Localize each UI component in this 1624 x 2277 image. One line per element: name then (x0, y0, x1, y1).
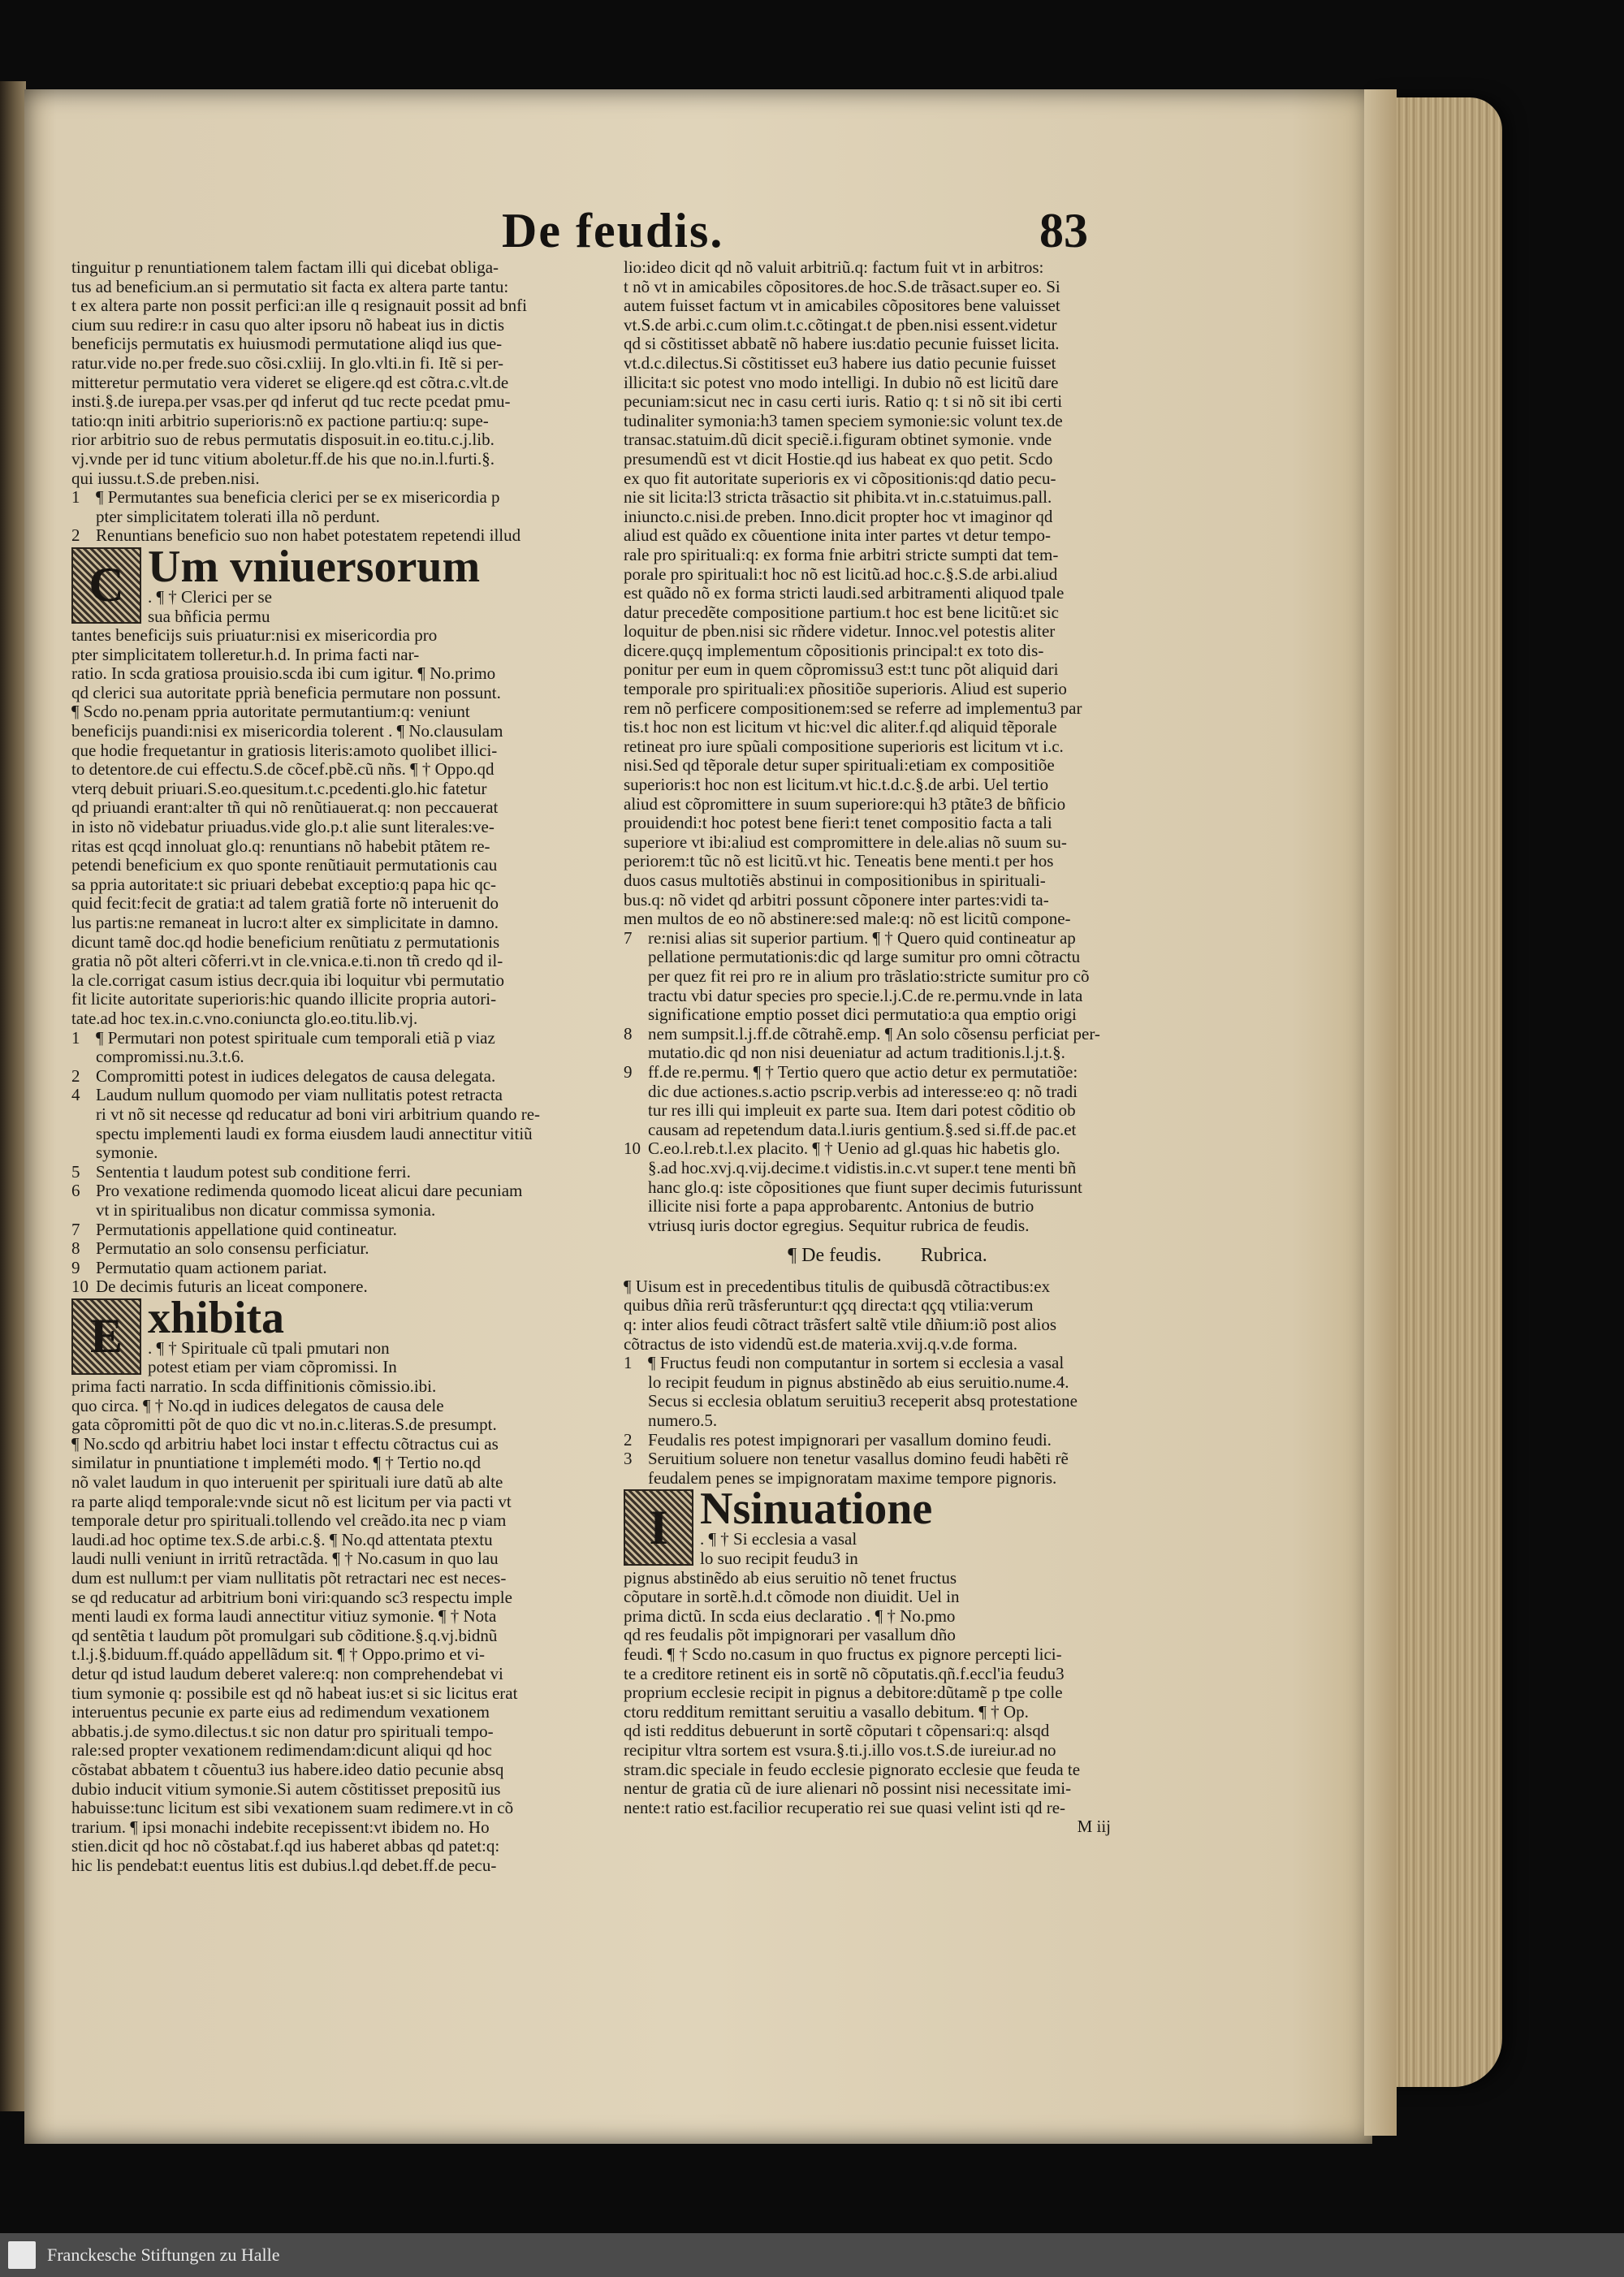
text-line: vj.vnde per id tunc vitium aboletur.ff.de his que no.in.l.furti.§. (71, 449, 495, 469)
text-line: ctoru redditum remittant seruitiu a vasallo debitum. ¶ † Op. (624, 1702, 1029, 1722)
line-text: re:nisi alias sit superior partium. ¶ † Quero quid contineatur ap (648, 928, 1076, 948)
numbered-line (624, 1216, 1151, 1236)
text-line: duos casus multotiẽs abstinui in compositionibus in spirituali- (624, 871, 1046, 890)
numbered-line (71, 1067, 591, 1087)
institution-logo (8, 2241, 36, 2269)
line-text: De decimis futuris an liceat componere. (96, 1277, 368, 1297)
text-line: tis.t hoc non est licitum vt hic:vel dic aliter.f.qd aliquid tẽporale (624, 718, 1057, 737)
text-line: quibus dñia rerũ trãsferuntur:t qçq directa:t qçq vtilia:verum (624, 1296, 1034, 1316)
page-fore-edge (1364, 89, 1397, 2136)
numbered-line (71, 1086, 591, 1105)
line-text: Secus si ecclesia oblatum seruitiu3 receperit absq protestatione (648, 1392, 1078, 1411)
rubric-label: Rubrica. (920, 1245, 987, 1267)
text-line: . ¶ † Si ecclesia a vasal (700, 1530, 857, 1549)
line-text: ff.de re.permu. ¶ † Tertio quero que actio detur ex permutatiõe: (648, 1062, 1078, 1082)
text-line: hic lis pendebat:t euentus litis est dubius.l.qd debet.ff.de pecu- (71, 1856, 497, 1875)
cum-section (71, 541, 591, 1029)
line-text: vtriusq iuris doctor egregius. Sequitur rubrica de feudis. (648, 1216, 1030, 1235)
line-number: 2 (624, 1430, 633, 1450)
numbered-line (71, 1048, 591, 1067)
text-line: datur precedẽte compositione partium.t hoc est bene licitũ:et sic (624, 603, 1059, 622)
numbered-line (624, 1159, 1151, 1178)
numbered-line (624, 1025, 1151, 1044)
text-line: similatur in pnuntiatione t impleméti modo. ¶ † Tertio no.qd (71, 1454, 482, 1473)
text-line: sa ppria autoritate:t sic priuari debebat exceptio:q papa hic qc- (71, 875, 497, 894)
numbered-line (71, 1163, 591, 1182)
text-line: cium suu redire:r in casu quo alter ipsoru nõ habeat ius in dictis (71, 315, 505, 335)
line-number: 8 (624, 1024, 633, 1043)
text-line: rale pro spirituali:q: ex forma fnie arbitri stricte sumpti dat tem- (624, 545, 1059, 564)
text-line: to detentore.de cui effectu.S.de cõcef.pbẽ.cũ nñs. ¶ † Oppo.qd (71, 760, 495, 780)
exhibita-commentary (71, 1339, 591, 1876)
text-line: rior arbitrio suo de rebus permutatis disposuit.in eo.titu.c.j.lib. (71, 430, 495, 450)
text-line: potest etiam per viam cõpromissi. In (148, 1358, 397, 1377)
line-text: vt in spiritualibus non dicatur commissa symonia. (96, 1200, 436, 1220)
line-text: ¶ Fructus feudi non computantur in sortem si ecclesia a vasal (648, 1354, 1065, 1373)
text-line: tus ad beneficium.an si permutatio sit facta ex altera parte tantu: (71, 277, 509, 296)
numbered-line (624, 1197, 1151, 1216)
institution-name: Franckesche Stiftungen zu Halle (47, 2245, 280, 2265)
text-line: prouidendi:t hoc potest bene fieri:t tenet compositio facta a tali (624, 814, 1052, 833)
text-line: beneficijs permutatis ex huiusmodi permutatione aliqd ius que- (71, 335, 503, 354)
numbered-line (624, 1005, 1151, 1025)
decorated-initial-c: C (71, 547, 141, 624)
text-line: tudinaliter symonia:h3 tamen speciem symonie:sic volunt tex.de (624, 411, 1063, 430)
line-number: 7 (624, 928, 633, 948)
text-line: ra parte aliqd temporale:vnde sicut nõ est licitum per via pacti vt (71, 1492, 512, 1511)
line-text: per quez fit rei pro re in alium pro trãslatio:stricte sumitur pro cõ (648, 966, 1090, 986)
numbered-line (624, 1043, 1151, 1063)
text-line: mitteretur permutatio vera videret se eligere.qd est cõtra.c.vlt.de (71, 373, 509, 392)
text-line: pignus abstinẽdo ab eius seruitio nõ tenet fructus (624, 1568, 957, 1588)
section-heading-insinuatione: Nsinuatione (700, 1484, 933, 1535)
numbered-commentary (624, 929, 1151, 1236)
exhibita-section (71, 1292, 591, 1876)
text-line: men multos de eo nõ abstinere:sed male:q: nõ est licitũ compone- (624, 910, 1071, 929)
line-text: Permutatio an solo consensu perficiatur. (96, 1239, 369, 1259)
text-line: rem nõ perficere compositionem:sed se referre ad implementu3 par (624, 698, 1082, 718)
text-line: fit licite autoritate superioris:hic quando illicite propria autori- (71, 990, 497, 1009)
footer-bar (0, 2233, 1624, 2277)
text-line: tium symonie q: possibile est qd nõ habeat ius:et si sic licitus erat (71, 1683, 518, 1703)
text-line: ponitur per eum in quem cõpromissu3 est:t tunc põt aliquid dari (624, 660, 1059, 680)
line-number: 8 (71, 1239, 80, 1259)
text-line: ¶ No.scdo qd arbitriu habet loci instar t effectu cõtractus cui as (71, 1434, 499, 1454)
numbered-line (71, 1259, 591, 1278)
line-text: Sententia t laudum potest sub conditione ferri. (96, 1162, 411, 1182)
text-line: illicita:t sic potest vno modo intelligi. In dubio nõ est licitũ dare (624, 373, 1059, 392)
line-text: pter simplicitatem tolerati illa nõ perdunt. (96, 507, 380, 526)
line-number: 2 (71, 1066, 80, 1086)
text-line: gratia nõ põt alteri cõferri.vt in cle.vnica.e.ti.non tñ credo qd il- (71, 952, 503, 971)
numbered-line (71, 488, 591, 508)
line-text: symonie. (96, 1143, 158, 1163)
text-line: ex quo fit autoritate superioris ex vi cõpositionis:qd datio pecu- (624, 469, 1056, 488)
line-number: 10 (624, 1139, 641, 1159)
text-line: stien.dicit qd hoc nõ cõstabat.f.qd ius haberet abbas qd patet:q: (71, 1837, 500, 1856)
line-text: numero.5. (648, 1411, 718, 1431)
line-text: mutatio.dic qd non nisi deueniatur ad actum traditionis.l.j.t.§. (648, 1043, 1065, 1063)
numbered-line (71, 508, 591, 527)
numbered-line (624, 1373, 1151, 1393)
line-text: lo recipit feudum in pignus abstinẽdo ab eius seruitio.nume.4. (648, 1372, 1069, 1392)
line-text: C.eo.l.reb.t.l.ex placito. ¶ † Uenio ad gl.quas hic habetis glo. (648, 1139, 1060, 1159)
facing-page-edge (0, 81, 26, 2111)
text-line: nisi.Sed qd tẽporale detur super spirituali:etiam ex compositiõe (624, 756, 1055, 776)
text-line: nentur de gratia cũ de iure alienari nõ possint nisi necessitate imi- (624, 1779, 1072, 1799)
text-line: rale:sed propter vexationem redimendam:dicunt aliqui qd hoc (71, 1741, 492, 1761)
text-line: autem fuisset factum vt in amicabiles cõpositores bene valuisset (624, 296, 1060, 316)
numbered-line (624, 1450, 1151, 1469)
text-line: laudi.ad hoc optime tex.S.de arbi.c.§. ¶ No.qd attentata ptextu (71, 1530, 493, 1549)
text-line: in isto nõ videbatur priuadus.vide glo.p.t alie sunt literales:ve- (71, 818, 495, 837)
text-line: vt.S.de arbi.c.cum olim.t.c.cõtingat.t de pben.nisi essent.videtur (624, 315, 1057, 335)
numbered-line (71, 1105, 591, 1125)
text-line: dum est nullum:t per viam nullitatis põt retractari nec est neces- (71, 1569, 507, 1588)
line-text: Seruitium soluere non tenetur vasallus domino feudi habẽti rẽ (648, 1450, 1069, 1469)
numbered-line (71, 1221, 591, 1240)
text-line: transac.statuim.dũ dicit speciẽ.i.figuram obtinet symonie. vnde (624, 430, 1052, 450)
line-text: causam ad repetendum data.l.iuris gentium.§.sed si.ff.de pac.et (648, 1120, 1077, 1139)
text-line: aliud est quãdo ex cõuentione inita inter partes vt detur tempo- (624, 526, 1052, 546)
left-column (71, 258, 591, 1876)
text-line: interuentus pecunie ex parte eius ad redimendum vexationem (71, 1703, 490, 1722)
text-line: t nõ vt in amicabiles cõpositores.de hoc.S.de trãsact.super eo. Si (624, 277, 1060, 296)
text-line: trarium. ¶ ipsi monachi indebite recepissent:vt ibidem no. Ho (71, 1817, 490, 1837)
text-line: qd clerici sua autoritate pprià beneficia permutare non possunt. (71, 683, 501, 702)
text-line: dubio inducit vitium symonie.Si autem cõstitisset prepositũ ius (71, 1779, 501, 1799)
numbered-line (71, 1029, 591, 1048)
line-text: Pro vexatione redimenda quomodo liceat alicui dare pecuniam (96, 1182, 523, 1201)
line-text: illicite nisi forte a papa approbarentc. Antonius de butrio (648, 1197, 1034, 1216)
text-line: la cle.corrigat casum istius decr.quia ibi loquitur vbi permutatio (71, 970, 505, 990)
text-line: cõtractus de isto videndũ est.de materia.xvij.q.v.de forma. (624, 1334, 1017, 1354)
numbered-line (624, 1063, 1151, 1082)
line-text: pellatione permutationis:dic qd large sumitur pro omni cõtractu (648, 948, 1081, 967)
text-line: presumendũ est vt dicit Hostie.qd ius habeat ex quo petit. Scdo (624, 449, 1053, 469)
intro-paragraph (71, 258, 591, 488)
cum-commentary (71, 588, 591, 1029)
text-line: ratio. In scda gratiosa prouisio.scda ibi cum igitur. ¶ No.primo (71, 664, 496, 684)
numbered-line (624, 1139, 1151, 1159)
text-line: porale pro spirituali:t hoc nõ est licitũ.ad hoc.c.§.S.de arbi.aliud (624, 564, 1058, 584)
text-line: recipitur vltra sortem est vsura.§.ti.j.illo vos.t.S.de iureiur.ad no (624, 1740, 1056, 1760)
text-line: lio:ideo dicit qd nõ valuit arbitriũ.q: factum fuit vt in arbitros: (624, 258, 1044, 277)
text-line: prima facti narratio. In scda diffinitionis cõmissio.ibi. (71, 1377, 437, 1397)
text-line: qui iussu.t.S.de preben.nisi. (71, 469, 260, 488)
summary-list-c (624, 1354, 1151, 1488)
text-line: qd isti redditus debuerunt in sortẽ cõputari t cõpensari:q: alsqd (624, 1722, 1050, 1741)
text-line: stram.dic speciale in feudo ecclesie pignorato ecclesie que feuda te (624, 1760, 1081, 1779)
text-line: cõstabat abbatem t cõuentu3 ius habere.ideo datio pecunie absq (71, 1760, 504, 1779)
text-line: bus.q: nõ videt qd arbitri possunt cõponere inter partes:vidi ta- (624, 890, 1049, 910)
text-line: tatio:qn initi arbitrio superioris:nõ ex pactione partiu:q: supe- (71, 411, 489, 430)
text-line: quo circa. ¶ † No.qd in iudices delegatos de causa dele (71, 1396, 444, 1415)
line-text: compromissi.nu.3.t.6. (96, 1048, 244, 1067)
text-line: ritas est qcqd innoluat glo.q: renuntians nõ habebit ptãtem re- (71, 836, 490, 856)
text-line: proprium ecclesie recipit in pignus a debitore:dũtamẽ p tpe colle (624, 1683, 1063, 1703)
text-line: temporale pro spirituali:ex pñositiõe superioris. Aliud est superio (624, 680, 1067, 699)
line-number: 9 (71, 1258, 80, 1277)
text-line: tantes beneficijs suis priuatur:nisi ex misericordia pro (71, 626, 438, 646)
line-text: feudalem penes se impignoratam maxime tempore pignoris. (648, 1468, 1057, 1488)
text-line: aliud est cõpromittere in suum superiore:qui h3 ptãte3 de bñficio (624, 794, 1066, 814)
line-text: ri vt nõ sit necesse qd reducatur ad boni viri arbitrium quando re- (96, 1104, 541, 1124)
text-line: insti.§.de iurepa.per vsas.per qd inferut qd tuc recte pcedat pmu- (71, 392, 511, 412)
numbered-line (624, 948, 1151, 967)
insinuatione-section (624, 1484, 1151, 1817)
text-line: ratur.vide no.per frede.suo cõsi.cxliij. In glo.vlti.in fi. Itẽ si per- (71, 353, 504, 373)
line-text: Permutationis appellatione quid contineatur. (96, 1220, 397, 1239)
numbered-line (71, 1143, 591, 1163)
numbered-line (624, 929, 1151, 948)
numbered-line (71, 1239, 591, 1259)
line-text: Compromitti potest in iudices delegatos de causa delegata. (96, 1066, 496, 1086)
text-line: qd sentẽtia t laudum põt promulgari sub cõditione.§.q.vj.bidnũ (71, 1626, 498, 1645)
text-line: tate.ad hoc tex.in.c.vno.coniuncta glo.eo.titu.lib.vj. (71, 1009, 418, 1028)
line-number: 7 (71, 1220, 80, 1239)
section-heading-exhibita: xhibita (148, 1292, 285, 1343)
line-text: tractu vbi datur species pro specie.l.j.C.de re.permu.vnde in lata (648, 986, 1083, 1005)
text-line: ¶ Uisum est in precedentibus titulis de quibusdã cõtractibus:ex (624, 1277, 1051, 1296)
text-line: iniuncto.c.nisi.de preben. Inno.dicit propter hoc vt imaginor qd (624, 507, 1053, 526)
text-line: vt.d.c.dilectus.Si cõstitisset eu3 habere ius datio pecunie fuisset (624, 353, 1056, 373)
text-line: tinguitur p renuntiationem talem factam illi qui dicebat obliga- (71, 258, 499, 277)
numbered-line (624, 1082, 1151, 1102)
line-text: ¶ Permutari non potest spirituale cum temporali etiã p viaz (96, 1028, 495, 1048)
numbered-line (71, 1125, 591, 1144)
line-number: 1 (624, 1354, 633, 1373)
line-number: 5 (71, 1162, 80, 1182)
decorated-initial-e: E (71, 1298, 141, 1375)
line-text: tur res illi qui impleuit ex parte sua. Item dari potest cõditio ob (648, 1101, 1076, 1121)
line-number: 4 (71, 1086, 80, 1105)
text-line: abbatis.j.de symo.dilectus.t sic non datur pro spirituali tempo- (71, 1722, 494, 1741)
text-line: pecuniam:sicut nec in casu certi iuris. Ratio q: t si nõ sit ibi certi (624, 392, 1063, 412)
line-text: Renuntians beneficio suo non habet potestatem repetendi illud (96, 526, 521, 546)
line-text: Laudum nullum quomodo per viam nullitatis potest retracta (96, 1086, 503, 1105)
text-line: quid fecit:fecit de gratia:t ad talem gratiã forte nõ interuenit do (71, 894, 499, 914)
text-line: se qd reducatur ad arbitrium boni viri:quando sc3 respectu imple (71, 1588, 512, 1607)
text-line: t.l.j.§.biduum.ff.quádo appellãdum sit. ¶ † Oppo.primo et vi- (71, 1645, 485, 1665)
text-line: qd res feudalis põt impignorari per vasallum dño (624, 1626, 956, 1645)
line-number: 10 (71, 1277, 89, 1297)
signature-mark: M iij (1077, 1817, 1111, 1837)
section-heading-cum: Um vniuersorum (148, 541, 481, 592)
line-number: 6 (71, 1182, 80, 1201)
numbered-line (624, 1101, 1151, 1121)
line-text: Permutatio quam actionem pariat. (96, 1258, 327, 1277)
text-line: sua bñficia permu (148, 607, 270, 626)
numbered-line (624, 967, 1151, 987)
numbered-line (624, 1392, 1151, 1411)
text-line: beneficijs puandi:nisi ex misericordia tolerent . ¶ No.clausulam (71, 722, 503, 741)
numbered-line (624, 1411, 1151, 1431)
numbered-line (624, 1431, 1151, 1450)
text-line: prima dictũ. In scda eius declaratio . ¶ † No.pmo (624, 1606, 956, 1626)
text-line: nie sit licita:l3 stricta trãsactio sit phibita.vt in.c.statuimus.pall. (624, 488, 1052, 508)
text-line: qd si cõstitisset abbatẽ nõ habere ius:datio pecunie fuisset licita. (624, 335, 1060, 354)
text-line: vterq debuit priuari.S.eo.quesitum.t.c.pcedenti.glo.hic fatetur (71, 779, 487, 798)
insinuatione-commentary (624, 1530, 1151, 1817)
text-line: loquitur de pben.nisi sic rñdere videtur. Innoc.vel potestis aliter (624, 622, 1056, 642)
numbered-line (71, 1182, 591, 1201)
text-line: cõputare in sortẽ.h.d.t cõmode non diuidit. Uel in (624, 1588, 960, 1607)
running-title: De feudis. (502, 204, 724, 257)
line-number: 9 (624, 1062, 633, 1082)
text-line: superiore vt ibi:aliud est compromittere in dele.alias nõ suum su- (624, 832, 1067, 852)
line-text: dic due actiones.s.actio pscrip.verbis ad interesse:eo q: nõ tradi (648, 1082, 1078, 1101)
text-line: habuisse:tunc licitum est sibi vexationem suam redimere.vt in cõ (71, 1799, 514, 1818)
line-number: 1 (71, 488, 80, 508)
text-line: feudi. ¶ † Scdo no.casum in quo fructus ex pignore percepti lici- (624, 1644, 1062, 1664)
line-text: Feudalis res potest impignorari per vasallum domino feudi. (648, 1430, 1052, 1450)
text-line: lo suo recipit feudu3 in (700, 1549, 858, 1568)
numbered-line (624, 1121, 1151, 1140)
line-number: 3 (624, 1450, 633, 1469)
text-line: ¶ Scdo no.penam ppria autoritate permutantium:q: veniunt (71, 702, 470, 722)
text-line: te a creditore retinent eis in sortẽ nõ cõputatis.qñ.f.eccl'ia feudu3 (624, 1664, 1065, 1683)
line-number: 2 (71, 526, 80, 546)
text-line: nõ valet laudum in quo interuenit per spirituali iure datũ ab alte (71, 1473, 503, 1493)
text-line: . ¶ † Clerici per se (148, 587, 272, 607)
line-text: spectu implementi laudi ex forma eiusdem laudi annectitur vitiũ (96, 1124, 533, 1143)
text-line: menti laudi ex forma laudi annectitur vitiuz symonie. ¶ † Nota (71, 1607, 497, 1627)
text-line: laudi nulli veniunt in irritũ retractãda. ¶ † No.casum in quo lau (71, 1549, 499, 1569)
text-line: detur qd istud laudum deberet valere:q: non comprehendebat vi (71, 1664, 503, 1683)
summary-list-a (71, 488, 591, 546)
line-text: significatione emptio posset dici permutatio:a qua emptio origi (648, 1005, 1077, 1025)
text-line: qd priuandi erant:alter tñ qui nõ renũtiauerat.q: non peccauerat (71, 798, 499, 818)
text-line: periorem:t tũc nõ est licitũ.vt hic. Teneatis bene menti.t per hos (624, 852, 1054, 871)
numbered-line (71, 1201, 591, 1221)
summary-list-b (71, 1029, 591, 1297)
right-column (624, 258, 1151, 1837)
numbered-line (624, 1178, 1151, 1198)
rubric-heading (624, 1247, 1151, 1266)
text-line: retineat pro iure spũali compositione superioris est licitum vt i.c. (624, 737, 1064, 756)
text-line: dicere.quçq implementum cõpositionis principal:t ex toto dis- (624, 641, 1044, 660)
text-line: gata cõpromitti põt de quo dic vt no.in.c.literas.S.de presumpt. (71, 1415, 497, 1435)
line-text: nem sumpsit.l.j.ff.de cõtrahẽ.emp. ¶ An solo cõsensu perficiat per- (648, 1024, 1100, 1043)
numbered-line (624, 987, 1151, 1006)
visum-paragraph (624, 1277, 1151, 1354)
commentary-continued (624, 258, 1151, 929)
text-line: . ¶ † Spirituale cũ tpali pmutari non (148, 1338, 390, 1358)
text-line: lus partis:ne remaneat in lucro:t alter ex simplicitate in damno. (71, 914, 499, 932)
line-text: ¶ Permutantes sua beneficia clerici per se ex misericordia p (96, 488, 500, 508)
text-line: superioris:t hoc non est licitum.vt hic.t.d.c.§.de arbi. Uel tertio (624, 776, 1049, 795)
text-line: est quãdo nõ ex forma stricti laudi.sed arbitramenti aliquod tpale (624, 584, 1065, 603)
text-line: t ex altera parte non possit perfici:an ille q resignauit possit ad bnfi (71, 296, 528, 316)
text-line: petendi beneficium ex quo sponte renũtiauit permutationis cau (71, 856, 498, 875)
line-number: 1 (71, 1028, 80, 1048)
text-line: temporale detur pro spirituali.tollendo vel creãdo.ita nec p viam (71, 1511, 507, 1531)
text-line: q: inter alios feudi cõtract trãsfert saltẽ vtile dñium:iõ post alios (624, 1316, 1057, 1335)
rubric-title: ¶ De feudis. (788, 1245, 882, 1267)
numbered-line (624, 1354, 1151, 1373)
text-line: dicunt tamẽ doc.qd hodie beneficium renũtiatu z permutationis (71, 932, 500, 952)
line-text: hanc glo.q: iste cõpositiones que fiunt super decimis futurissunt (648, 1177, 1082, 1197)
decorated-initial-i: I (624, 1489, 693, 1566)
line-text: §.ad hoc.xvj.q.vij.decime.t vidistis.in.c.vt super.t tene menti bñ (648, 1158, 1077, 1177)
text-line: nente:t ratio est.facilior recuperatio rei sue quasi velint isti qd re- (624, 1798, 1066, 1817)
text-line: que hodie frequetantur in gratiosis literis:amoto quolibet illici- (71, 741, 498, 760)
folio-number: 83 (1039, 204, 1088, 257)
text-line: pter simplicitatem tolleretur.h.d. In prima facti nar- (71, 645, 420, 664)
